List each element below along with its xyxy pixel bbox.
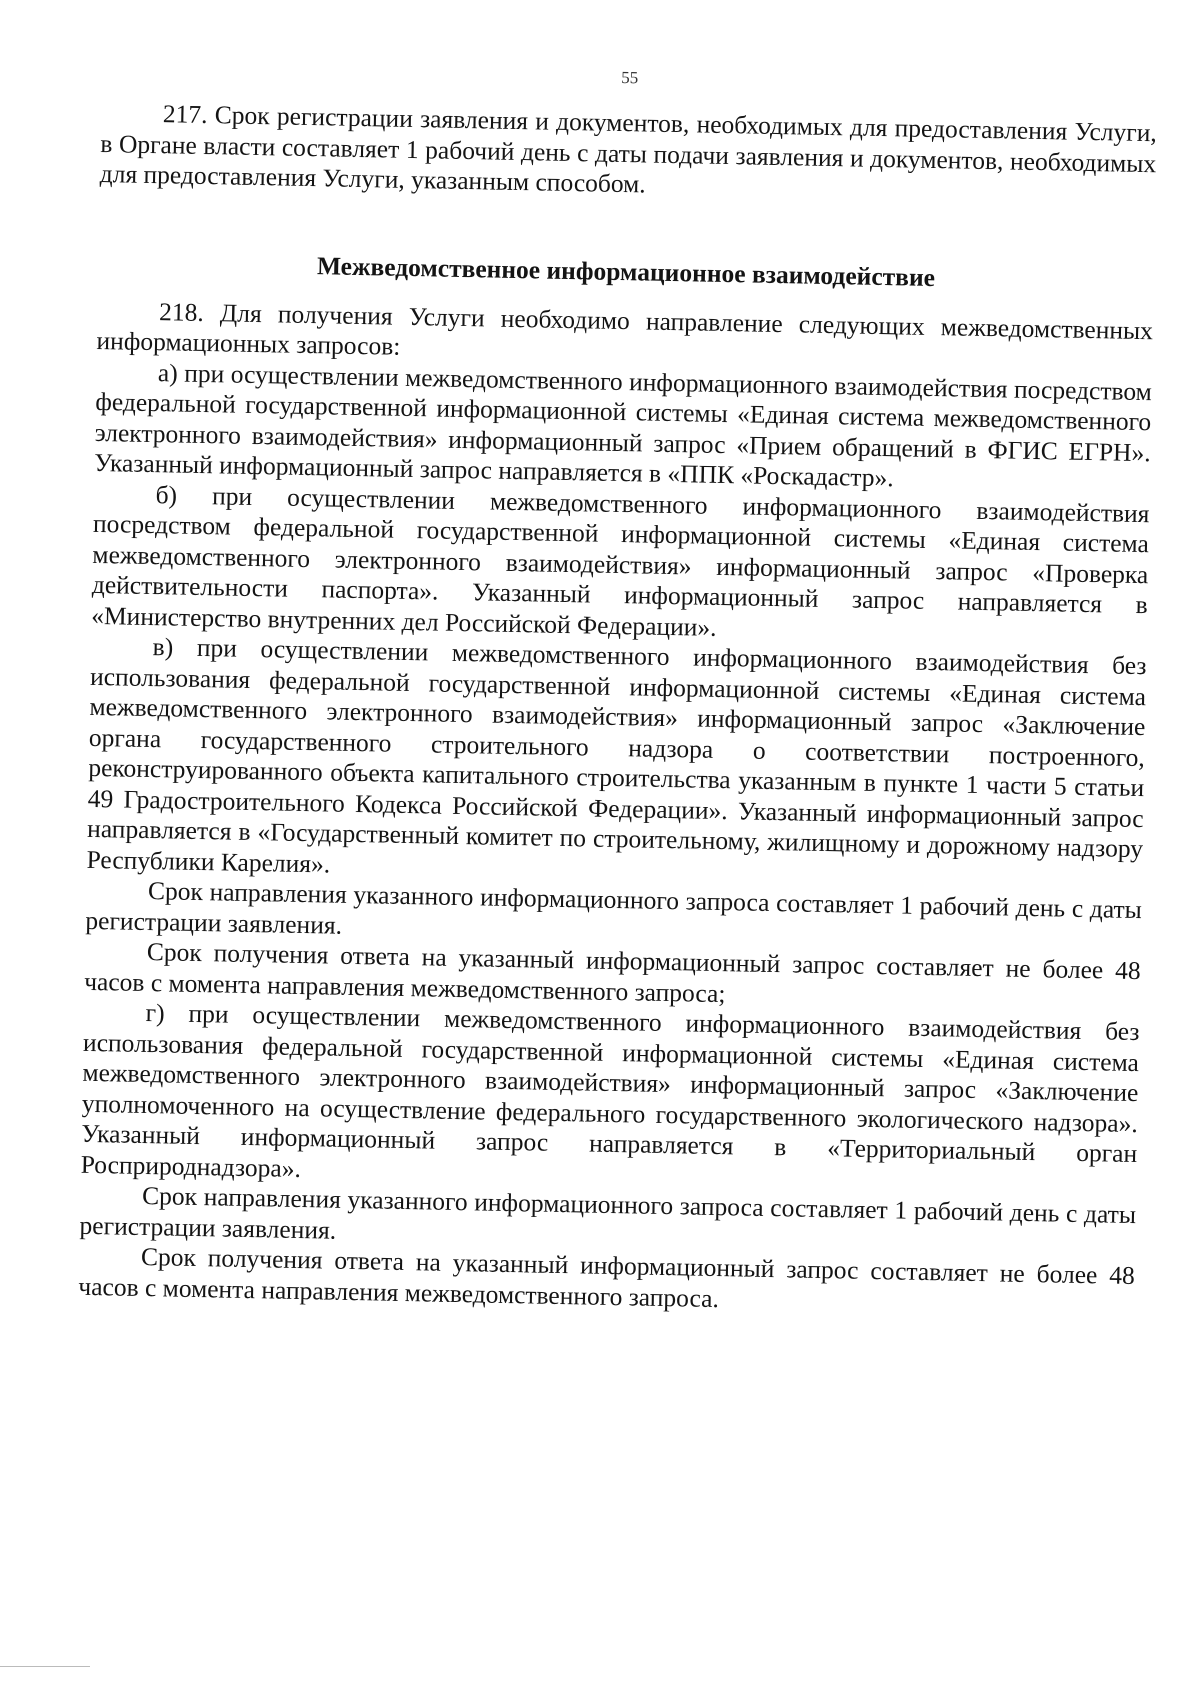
paragraph-218-v-deadline-reply: Срок получения ответа на указанный информационный запрос составляет не более 48 часов с момента направления межведомственного запроса; — [84, 937, 1141, 1008]
paragraph-218-g: г) при осуществлении межведомственного информационного взаимодействия без использования федеральной государственной информационной системы «Единая система межведомственного электронного взаимодействия» информационный запрос «Заключение уполномоченного на осуществление федерального государственного экологического надзора». Указанный информационный запрос направляется в «Территориальный орган Росприроднадзора». — [80, 998, 1140, 1183]
scanned-sheet — [78, 58, 1158, 1322]
paragraph-218-g-deadline-send: Срок направления указанного информационного запроса составляет 1 рабочий день с даты регистрации заявления. — [79, 1180, 1137, 1245]
paragraph-218-v-deadline-send: Срок направления указанного информационного запроса составляет 1 рабочий день с даты регистрации заявления. — [85, 876, 1143, 940]
paragraph-217: 217. Срок регистрации заявления и документов, необходимых для предоставления Услуги, в Органе власти составляет 1 рабочий день с даты подачи заявления и документов, необходимых для предоставления Услуги, указанным способом. — [99, 99, 1158, 199]
paragraph-218-g-deadline-reply: Срок получения ответа на указанный информационный запрос составляет не более 48 часов с момента направления межведомственного запроса. — [78, 1241, 1136, 1313]
section-heading: Межведомственное информационное взаимодействие — [316, 250, 936, 292]
paragraph-218-v: в) при осуществлении межведомственного информационного взаимодействия без использования федеральной государственной информационной системы «Единая система межведомственного электронного взаимодействия» информационный запрос «Заключение органа государственного строительного надзора о соответствии построенного, реконструированного объекта капитального строительства указанным в пункте 1 части 5 статьи 49 Градостроительного Кодекса Российской Федерации». Указанный информационный запрос направляется в «Государственный комитет по строительному, жилищному и дорожному надзору Республики Карелия». — [86, 632, 1147, 879]
paragraph-218-b: б) при осуществлении межведомственного информационного взаимодействия посредством федеральной государственной информационной системы «Единая система межведомственного электронного взаимодействия» информационный запрос «Проверка действительности паспорта». Указанный информационный запрос направляется в «Министерство внутренних дел Российской Федерации». — [91, 479, 1150, 642]
paragraph-218: 218. Для получения Услуги необходимо направление следующих межведомственных информационных запросов: — [96, 296, 1154, 361]
paragraph-218-a: а) при осуществлении межведомственного информационного взаимодействия посредством федеральной государственной информационной системы «Единая система межведомственного электронного взаимодействия» информационный запрос «Прием обращений в ФГИС ЕГРН». Указанный информационный запрос направляется в «ППК «Роскадастр». — [93, 357, 1153, 493]
footer-rule — [0, 1666, 90, 1667]
page-number: 55 — [621, 67, 639, 88]
